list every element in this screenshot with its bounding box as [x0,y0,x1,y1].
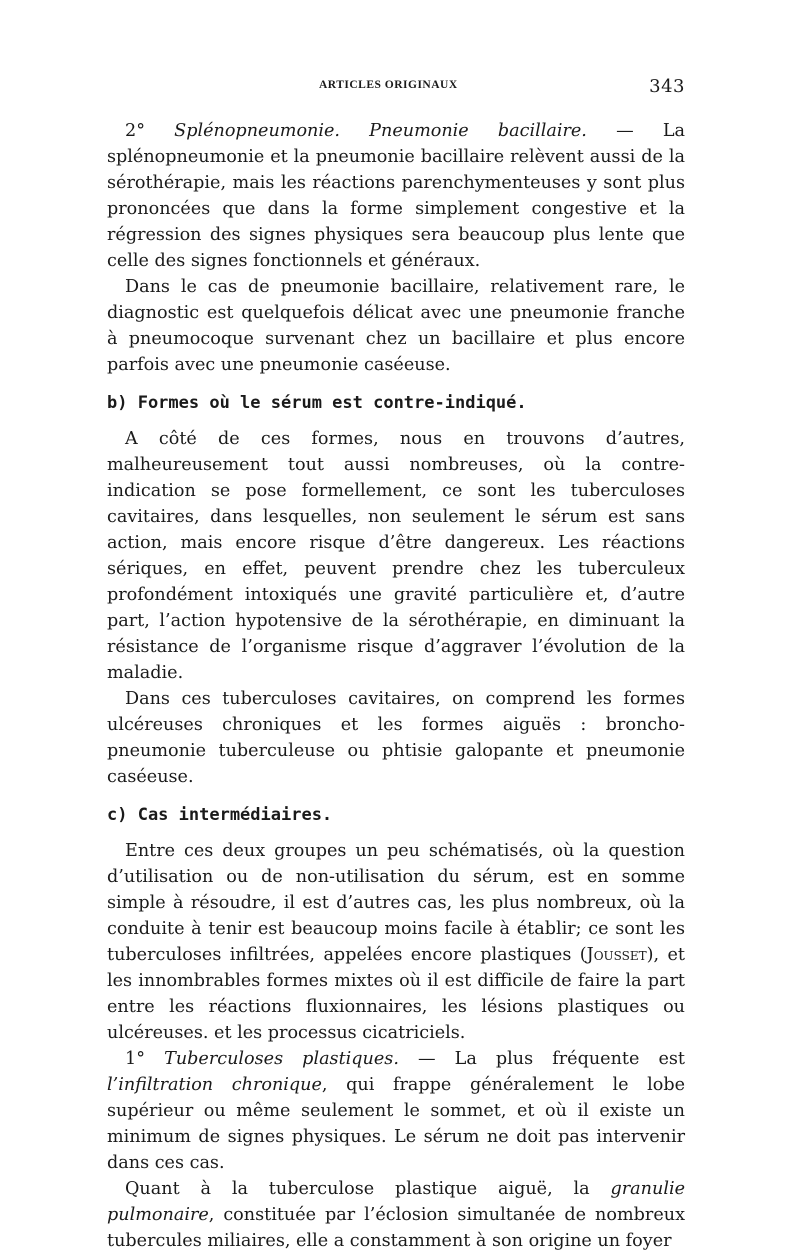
paragraph-tuberculoses-cavitaires: A côté de ces formes, nous en trouvons d’autres, malheureusement tout aussi nombreuses, où la contre-indication se pose formellement, ce sont les tuberculoses cavitaires, dans lesquelles, non seulement le sérum est sans action, mais encore risque d’être dangereux. Les réactions sériques, en effet, peuvent prendre chez les tuberculeux profondément intoxiqués une gravité particulière et, d’autre part, l’action hypotensive de la sérothérapie, en diminuant la résistance de l’organisme risque d’aggraver l’évolution de la maladie. [107,429,685,683]
paragraph-text: — La plus fréquente est [398,1049,685,1069]
paragraph-splenopneumonie [107,118,685,274]
paragraph-text: , constituée par l’éclosion simultanée de nombreux tubercules miliaires, elle a constamment à son origine un foyer [107,1205,685,1251]
italic-term: granulie pulmonaire [107,1179,685,1225]
section-title-italic: Splénopneumonie. Pneumonie bacillaire. [174,121,587,141]
paragraph-text: Entre ces deux groupes un peu schématisés, où la question d’utilisation ou de non-utilisation du sérum, est en somme simple à résoudre, il est d’autres cas, les plus nombreux, où la conduite à tenir est beaucoup moins facile à établir; ce sont les tuberculoses infiltrées, appelées encore plastiques ( [107,841,685,965]
running-header [107,76,685,98]
running-title: ARTICLES ORIGINAUX [319,79,458,91]
heading-cas-intermediaires: c) Cas intermédiaires. [107,805,333,825]
italic-term: l’infiltration chronique [107,1075,322,1095]
paragraph-text: Quant à la tuberculose plastique aiguë, la [125,1179,611,1199]
paragraph-text: ), et les innombrables formes mixtes où il est difficile de faire la part entre les réactions fluxionnaires, les lésions plastiques ou ulcéreuses. et les processus cicatriciels. [107,945,685,1043]
paragraph-tuberculoses-plastiques [107,1046,685,1176]
paragraph-text: — La splénopneumonie et la pneumonie bacillaire relèvent aussi de la sérothérapie, mais les réactions parenchymenteuses y sont plus prononcées que dans la forme simplement congestive et la régression des signes physiques sera beaucoup plus lente que celle des signes fonctionnels et généraux. [107,121,685,271]
paragraph-formes-ulcereuses: Dans ces tuberculoses cavitaires, on comprend les formes ulcéreuses chroniques et les formes aiguës : broncho-pneumonie tuberculeuse ou phtisie galopante et pneumonie caséeuse. [107,689,685,787]
document-page [107,76,685,1254]
paragraph-granulie [107,1176,685,1254]
paragraph-tuberculoses-infiltrees [107,838,685,1046]
list-number: 1° [125,1049,165,1069]
heading-formes-contre-indique: b) Formes où le sérum est contre-indiqué. [107,393,527,413]
page-number: 343 [649,76,685,97]
paragraph-pneumonie-bacillaire: Dans le cas de pneumonie bacillaire, relativement rare, le diagnostic est quelquefois délicat avec une pneumonie franche à pneumocoque survenant chez un bacillaire et plus encore parfois avec une pneumonie caséeuse. [107,277,685,375]
author-name: Jousset [586,945,647,965]
paragraph-text: , qui frappe généralement le lobe supérieur ou même seulement le sommet, et où il existe un minimum de signes physiques. Le sérum ne doit pas intervenir dans ces cas. [107,1075,685,1173]
list-number: 2° [125,121,175,141]
article-body [107,118,685,1254]
section-title-italic: Tuberculoses plastiques. [164,1049,399,1069]
